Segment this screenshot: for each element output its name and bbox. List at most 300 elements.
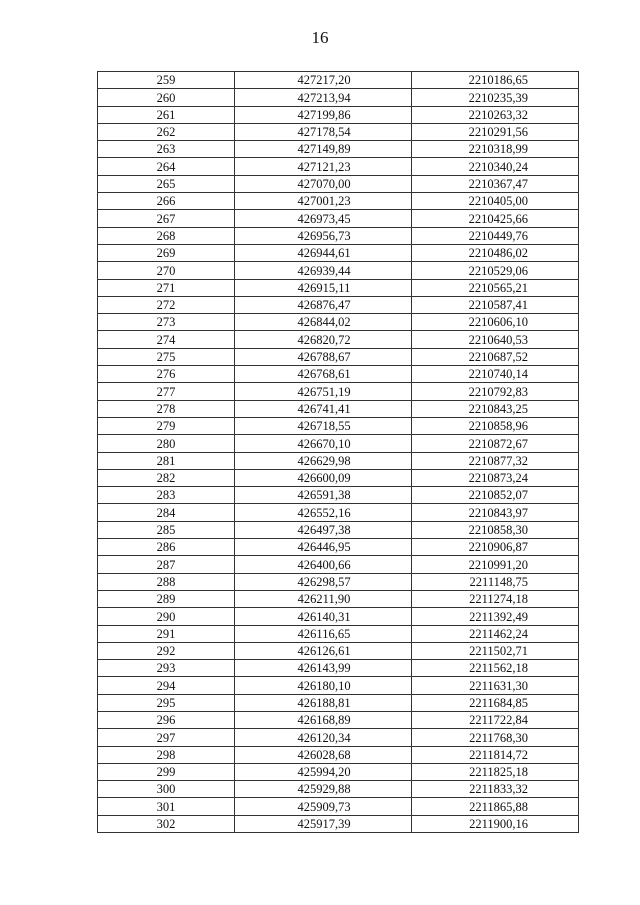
y-coordinate-cell <box>412 625 579 642</box>
x-coordinate-value: 425909,73 <box>297 799 351 814</box>
x-coordinate-value: 426028,68 <box>297 747 351 762</box>
point-number-cell <box>98 573 235 590</box>
point-number-value: 286 <box>156 540 176 555</box>
point-number-value: 259 <box>156 73 176 88</box>
y-coordinate-value: 2210425,66 <box>468 211 528 226</box>
x-coordinate-value: 426915,11 <box>297 280 351 295</box>
coordinates-table <box>97 71 579 833</box>
point-number-value: 297 <box>156 730 176 745</box>
x-coordinate-value: 426188,81 <box>297 695 351 710</box>
point-number-value: 261 <box>156 107 176 122</box>
y-coordinate-cell <box>412 348 579 365</box>
table-row <box>98 504 579 521</box>
y-coordinate-value: 2210367,47 <box>468 177 528 192</box>
point-number-value: 287 <box>156 557 176 572</box>
y-coordinate-cell <box>412 660 579 677</box>
point-number-value: 279 <box>156 419 176 434</box>
x-coordinate-value: 426939,44 <box>297 263 351 278</box>
x-coordinate-value: 426143,99 <box>297 661 351 676</box>
y-coordinate-cell <box>412 227 579 244</box>
x-coordinate-value: 426120,34 <box>297 730 351 745</box>
point-number-value: 267 <box>156 211 176 226</box>
y-coordinate-value: 2211865,88 <box>469 799 528 814</box>
point-number-value: 272 <box>156 298 176 313</box>
x-coordinate-cell <box>235 296 412 313</box>
point-number-cell <box>98 348 235 365</box>
point-number-value: 278 <box>156 401 176 416</box>
x-coordinate-value: 427213,94 <box>297 90 351 105</box>
table-row <box>98 625 579 642</box>
y-coordinate-value: 2210877,32 <box>468 453 528 468</box>
y-coordinate-value: 2210843,25 <box>468 401 528 416</box>
point-number-cell <box>98 158 235 175</box>
point-number-cell <box>98 435 235 452</box>
y-coordinate-value: 2210640,53 <box>468 332 528 347</box>
table-row <box>98 417 579 434</box>
x-coordinate-cell <box>235 72 412 89</box>
y-coordinate-cell <box>412 314 579 331</box>
point-number-cell <box>98 417 235 434</box>
x-coordinate-value: 426629,98 <box>297 453 351 468</box>
coordinates-table-body <box>98 72 579 833</box>
x-coordinate-value: 426140,31 <box>297 609 351 624</box>
x-coordinate-cell <box>235 815 412 832</box>
x-coordinate-cell <box>235 279 412 296</box>
y-coordinate-cell <box>412 487 579 504</box>
point-number-value: 269 <box>156 246 176 261</box>
point-number-value: 262 <box>156 125 176 140</box>
point-number-cell <box>98 694 235 711</box>
point-number-cell <box>98 556 235 573</box>
point-number-value: 300 <box>156 782 176 797</box>
y-coordinate-cell <box>412 141 579 158</box>
point-number-value: 302 <box>156 817 176 832</box>
x-coordinate-value: 427178,54 <box>297 125 351 140</box>
table-row <box>98 383 579 400</box>
x-coordinate-cell <box>235 798 412 815</box>
y-coordinate-value: 2210852,07 <box>468 488 528 503</box>
y-coordinate-cell <box>412 193 579 210</box>
y-coordinate-value: 2210792,83 <box>468 384 528 399</box>
x-coordinate-cell <box>235 331 412 348</box>
table-row <box>98 89 579 106</box>
point-number-value: 282 <box>156 471 176 486</box>
x-coordinate-value: 426180,10 <box>297 678 351 693</box>
point-number-value: 292 <box>156 644 176 659</box>
y-coordinate-value: 2210263,32 <box>468 107 528 122</box>
y-coordinate-value: 2211722,84 <box>469 713 528 728</box>
x-coordinate-value: 425994,20 <box>297 765 351 780</box>
y-coordinate-cell <box>412 89 579 106</box>
x-coordinate-cell <box>235 314 412 331</box>
y-coordinate-cell <box>412 72 579 89</box>
y-coordinate-value: 2210291,56 <box>468 125 528 140</box>
x-coordinate-cell <box>235 642 412 659</box>
table-row <box>98 556 579 573</box>
x-coordinate-value: 427149,89 <box>297 142 351 157</box>
x-coordinate-value: 426820,72 <box>297 332 351 347</box>
y-coordinate-value: 2210340,24 <box>468 159 528 174</box>
y-coordinate-value: 2210872,67 <box>468 436 528 451</box>
y-coordinate-cell <box>412 262 579 279</box>
y-coordinate-cell <box>412 798 579 815</box>
point-number-value: 271 <box>156 280 176 295</box>
y-coordinate-value: 2211562,18 <box>469 661 528 676</box>
y-coordinate-cell <box>412 469 579 486</box>
y-coordinate-cell <box>412 590 579 607</box>
x-coordinate-cell <box>235 608 412 625</box>
y-coordinate-cell <box>412 158 579 175</box>
y-coordinate-cell <box>412 366 579 383</box>
y-coordinate-value: 2210687,52 <box>468 350 528 365</box>
y-coordinate-value: 2210405,00 <box>468 194 528 209</box>
x-coordinate-cell <box>235 539 412 556</box>
x-coordinate-cell <box>235 262 412 279</box>
y-coordinate-cell <box>412 400 579 417</box>
x-coordinate-value: 426844,02 <box>297 315 351 330</box>
point-number-cell <box>98 504 235 521</box>
table-row <box>98 781 579 798</box>
y-coordinate-value: 2211502,71 <box>469 644 528 659</box>
y-coordinate-value: 2211684,85 <box>469 695 528 710</box>
point-number-cell <box>98 227 235 244</box>
table-row <box>98 521 579 538</box>
y-coordinate-value: 2210565,21 <box>468 280 528 295</box>
point-number-cell <box>98 89 235 106</box>
table-row <box>98 729 579 746</box>
x-coordinate-cell <box>235 210 412 227</box>
x-coordinate-cell <box>235 435 412 452</box>
point-number-cell <box>98 210 235 227</box>
point-number-value: 277 <box>156 384 176 399</box>
point-number-cell <box>98 331 235 348</box>
x-coordinate-value: 427199,86 <box>297 107 351 122</box>
x-coordinate-value: 426956,73 <box>297 228 351 243</box>
table-row <box>98 296 579 313</box>
x-coordinate-value: 426788,67 <box>297 350 351 365</box>
point-number-cell <box>98 781 235 798</box>
point-number-cell <box>98 193 235 210</box>
y-coordinate-value: 2210740,14 <box>468 367 528 382</box>
point-number-cell <box>98 383 235 400</box>
point-number-cell <box>98 763 235 780</box>
x-coordinate-cell <box>235 487 412 504</box>
point-number-cell <box>98 660 235 677</box>
y-coordinate-cell <box>412 521 579 538</box>
x-coordinate-value: 427121,23 <box>297 159 351 174</box>
y-coordinate-value: 2211768,30 <box>469 730 528 745</box>
y-coordinate-cell <box>412 175 579 192</box>
y-coordinate-cell <box>412 106 579 123</box>
x-coordinate-value: 426497,38 <box>297 523 351 538</box>
y-coordinate-value: 2210186,65 <box>468 73 528 88</box>
point-number-cell <box>98 175 235 192</box>
x-coordinate-cell <box>235 469 412 486</box>
point-number-value: 274 <box>156 332 176 347</box>
point-number-value: 296 <box>156 713 176 728</box>
y-coordinate-value: 2210529,06 <box>468 263 528 278</box>
table-row <box>98 590 579 607</box>
x-coordinate-value: 426126,61 <box>297 644 351 659</box>
point-number-cell <box>98 677 235 694</box>
y-coordinate-value: 2211392,49 <box>469 609 528 624</box>
x-coordinate-cell <box>235 244 412 261</box>
point-number-value: 280 <box>156 436 176 451</box>
y-coordinate-cell <box>412 279 579 296</box>
x-coordinate-cell <box>235 556 412 573</box>
point-number-cell <box>98 366 235 383</box>
y-coordinate-value: 2211148,75 <box>469 574 528 589</box>
x-coordinate-cell <box>235 625 412 642</box>
x-coordinate-cell <box>235 729 412 746</box>
x-coordinate-cell <box>235 383 412 400</box>
table-row <box>98 106 579 123</box>
table-row <box>98 487 579 504</box>
y-coordinate-value: 2210235,39 <box>468 90 528 105</box>
point-number-value: 290 <box>156 609 176 624</box>
point-number-value: 263 <box>156 142 176 157</box>
table-row <box>98 608 579 625</box>
table-row <box>98 798 579 815</box>
x-coordinate-cell <box>235 193 412 210</box>
point-number-cell <box>98 141 235 158</box>
x-coordinate-value: 426552,16 <box>297 505 351 520</box>
x-coordinate-value: 427001,23 <box>297 194 351 209</box>
point-number-cell <box>98 539 235 556</box>
point-number-value: 268 <box>156 228 176 243</box>
point-number-value: 289 <box>156 592 176 607</box>
table-row <box>98 123 579 140</box>
y-coordinate-cell <box>412 573 579 590</box>
table-row <box>98 660 579 677</box>
y-coordinate-cell <box>412 608 579 625</box>
x-coordinate-value: 426751,19 <box>297 384 351 399</box>
y-coordinate-value: 2210991,20 <box>468 557 528 572</box>
table-row <box>98 452 579 469</box>
point-number-value: 291 <box>156 626 176 641</box>
y-coordinate-cell <box>412 781 579 798</box>
table-row <box>98 694 579 711</box>
point-number-value: 266 <box>156 194 176 209</box>
x-coordinate-value: 426211,90 <box>297 592 351 607</box>
x-coordinate-cell <box>235 677 412 694</box>
table-row <box>98 348 579 365</box>
point-number-cell <box>98 106 235 123</box>
y-coordinate-cell <box>412 711 579 728</box>
point-number-value: 301 <box>156 799 176 814</box>
x-coordinate-value: 425929,88 <box>297 782 351 797</box>
y-coordinate-cell <box>412 123 579 140</box>
x-coordinate-value: 426718,55 <box>297 419 351 434</box>
table-row <box>98 539 579 556</box>
x-coordinate-value: 426446,95 <box>297 540 351 555</box>
y-coordinate-cell <box>412 763 579 780</box>
table-row <box>98 435 579 452</box>
table-row <box>98 642 579 659</box>
table-row <box>98 72 579 89</box>
x-coordinate-cell <box>235 89 412 106</box>
x-coordinate-value: 426768,61 <box>297 367 351 382</box>
x-coordinate-cell <box>235 400 412 417</box>
point-number-value: 288 <box>156 574 176 589</box>
x-coordinate-value: 426168,89 <box>297 713 351 728</box>
x-coordinate-cell <box>235 366 412 383</box>
x-coordinate-value: 426876,47 <box>297 298 351 313</box>
x-coordinate-cell <box>235 504 412 521</box>
table-row <box>98 573 579 590</box>
point-number-cell <box>98 262 235 279</box>
x-coordinate-cell <box>235 175 412 192</box>
point-number-value: 298 <box>156 747 176 762</box>
table-row <box>98 746 579 763</box>
table-row <box>98 244 579 261</box>
y-coordinate-value: 2211274,18 <box>469 592 528 607</box>
x-coordinate-cell <box>235 106 412 123</box>
point-number-cell <box>98 625 235 642</box>
point-number-cell <box>98 487 235 504</box>
y-coordinate-value: 2210606,10 <box>468 315 528 330</box>
point-number-cell <box>98 729 235 746</box>
table-row <box>98 815 579 832</box>
table-row <box>98 262 579 279</box>
point-number-cell <box>98 521 235 538</box>
y-coordinate-value: 2210858,30 <box>468 523 528 538</box>
point-number-cell <box>98 123 235 140</box>
x-coordinate-value: 427070,00 <box>297 177 351 192</box>
y-coordinate-cell <box>412 331 579 348</box>
table-row <box>98 400 579 417</box>
y-coordinate-value: 2211900,16 <box>469 817 528 832</box>
x-coordinate-value: 425917,39 <box>297 817 351 832</box>
y-coordinate-value: 2210858,96 <box>468 419 528 434</box>
point-number-cell <box>98 469 235 486</box>
y-coordinate-cell <box>412 746 579 763</box>
x-coordinate-value: 426600,09 <box>297 471 351 486</box>
y-coordinate-cell <box>412 642 579 659</box>
y-coordinate-value: 2211833,32 <box>469 782 528 797</box>
x-coordinate-cell <box>235 746 412 763</box>
point-number-value: 295 <box>156 695 176 710</box>
y-coordinate-cell <box>412 244 579 261</box>
y-coordinate-value: 2210906,87 <box>468 540 528 555</box>
table-row <box>98 279 579 296</box>
y-coordinate-value: 2210318,99 <box>468 142 528 157</box>
y-coordinate-cell <box>412 296 579 313</box>
table-row <box>98 469 579 486</box>
x-coordinate-cell <box>235 781 412 798</box>
y-coordinate-value: 2210843,97 <box>468 505 528 520</box>
x-coordinate-cell <box>235 521 412 538</box>
y-coordinate-cell <box>412 815 579 832</box>
x-coordinate-cell <box>235 123 412 140</box>
table-row <box>98 141 579 158</box>
x-coordinate-cell <box>235 348 412 365</box>
x-coordinate-value: 426741,41 <box>297 401 351 416</box>
point-number-value: 284 <box>156 505 176 520</box>
y-coordinate-value: 2211814,72 <box>469 747 528 762</box>
point-number-cell <box>98 296 235 313</box>
point-number-cell <box>98 452 235 469</box>
x-coordinate-value: 426944,61 <box>297 246 351 261</box>
y-coordinate-cell <box>412 729 579 746</box>
point-number-value: 276 <box>156 367 176 382</box>
x-coordinate-cell <box>235 158 412 175</box>
table-row <box>98 366 579 383</box>
point-number-value: 293 <box>156 661 176 676</box>
point-number-value: 281 <box>156 453 176 468</box>
y-coordinate-value: 2210449,76 <box>468 228 528 243</box>
table-row <box>98 193 579 210</box>
x-coordinate-cell <box>235 141 412 158</box>
point-number-cell <box>98 314 235 331</box>
table-row <box>98 158 579 175</box>
point-number-cell <box>98 642 235 659</box>
point-number-value: 273 <box>156 315 176 330</box>
table-row <box>98 763 579 780</box>
y-coordinate-cell <box>412 383 579 400</box>
x-coordinate-cell <box>235 590 412 607</box>
point-number-value: 283 <box>156 488 176 503</box>
x-coordinate-cell <box>235 573 412 590</box>
x-coordinate-cell <box>235 452 412 469</box>
point-number-value: 260 <box>156 90 176 105</box>
y-coordinate-cell <box>412 504 579 521</box>
x-coordinate-value: 426298,57 <box>297 574 351 589</box>
point-number-value: 264 <box>156 159 176 174</box>
point-number-cell <box>98 815 235 832</box>
point-number-cell <box>98 746 235 763</box>
table-row <box>98 210 579 227</box>
y-coordinate-cell <box>412 694 579 711</box>
y-coordinate-value: 2210587,41 <box>468 298 528 313</box>
y-coordinate-cell <box>412 452 579 469</box>
x-coordinate-value: 426591,38 <box>297 488 351 503</box>
table-row <box>98 314 579 331</box>
y-coordinate-cell <box>412 435 579 452</box>
point-number-value: 275 <box>156 350 176 365</box>
y-coordinate-value: 2211631,30 <box>469 678 528 693</box>
y-coordinate-value: 2210873,24 <box>468 471 528 486</box>
point-number-cell <box>98 798 235 815</box>
point-number-cell <box>98 244 235 261</box>
table-row <box>98 331 579 348</box>
point-number-value: 285 <box>156 523 176 538</box>
y-coordinate-value: 2210486,02 <box>468 246 528 261</box>
table-row <box>98 227 579 244</box>
point-number-cell <box>98 72 235 89</box>
x-coordinate-value: 426400,66 <box>297 557 351 572</box>
table-row <box>98 677 579 694</box>
point-number-value: 270 <box>156 263 176 278</box>
y-coordinate-value: 2211825,18 <box>469 765 528 780</box>
point-number-cell <box>98 608 235 625</box>
page-number: 16 <box>311 28 329 47</box>
x-coordinate-cell <box>235 694 412 711</box>
table-row <box>98 711 579 728</box>
x-coordinate-cell <box>235 763 412 780</box>
point-number-cell <box>98 279 235 296</box>
y-coordinate-cell <box>412 539 579 556</box>
point-number-cell <box>98 711 235 728</box>
x-coordinate-cell <box>235 227 412 244</box>
x-coordinate-value: 426973,45 <box>297 211 351 226</box>
point-number-value: 294 <box>156 678 176 693</box>
x-coordinate-value: 427217,20 <box>297 73 351 88</box>
y-coordinate-cell <box>412 556 579 573</box>
y-coordinate-cell <box>412 417 579 434</box>
point-number-cell <box>98 590 235 607</box>
table-row <box>98 175 579 192</box>
